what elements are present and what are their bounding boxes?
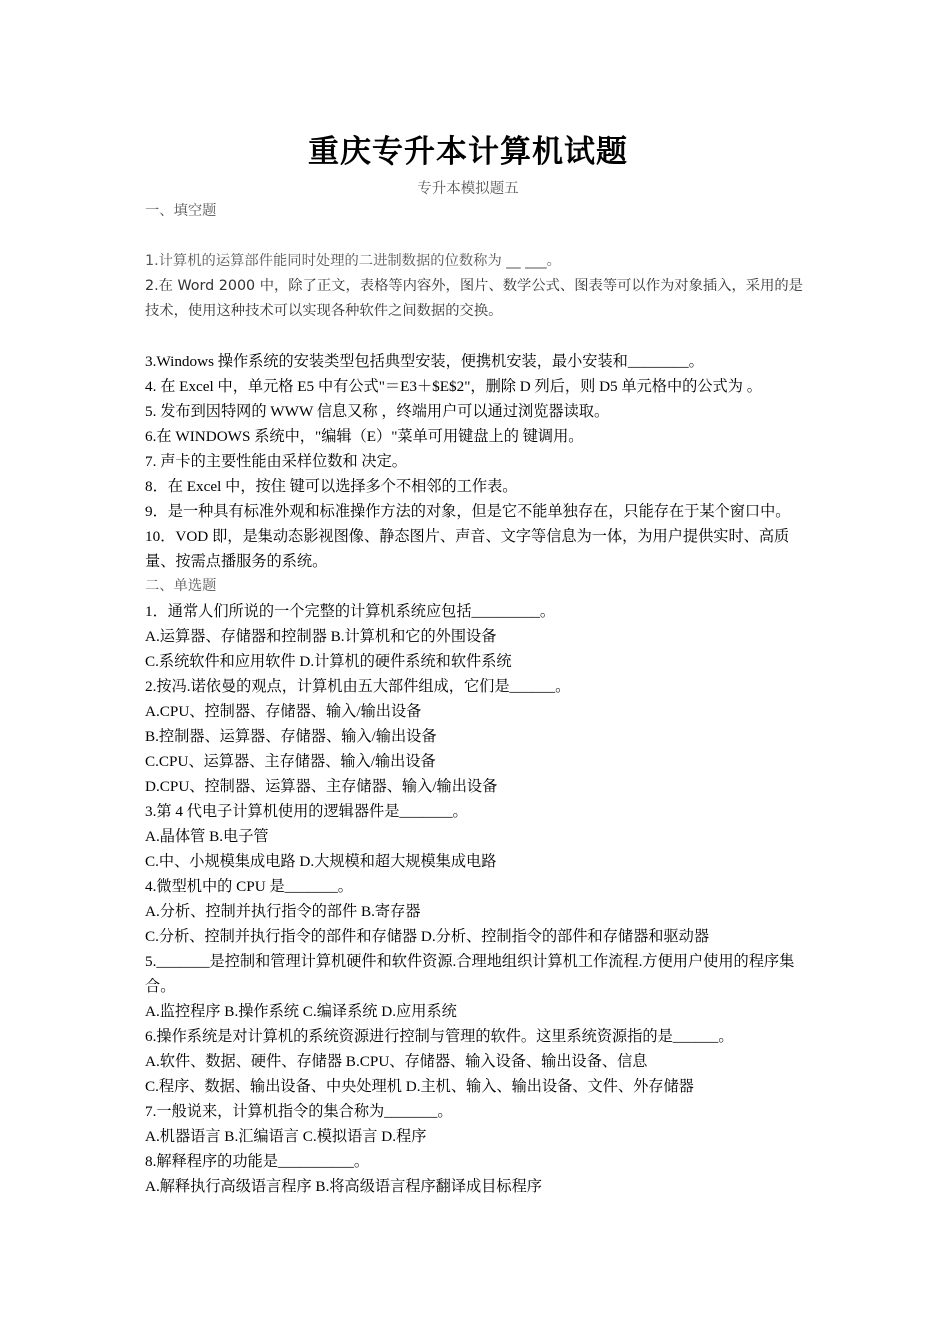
choice-line: 3.第 4 代电子计算机使用的逻辑器件是_______。	[145, 803, 468, 820]
choice-line: B.控制器、运算器、存储器、输入/输出设备	[145, 728, 437, 745]
choice-line: C.分析、控制并执行指令的部件和存储器 D.分析、控制指令的部件和存储器和驱动器	[145, 928, 710, 945]
choice-line: 7.一般说来，计算机指令的集合称为_______。	[145, 1103, 453, 1120]
choice-line: 5._______是控制和管理计算机硬件和软件资源.合理地组织计算机工作流程.方便用户使用的程序集合。	[145, 953, 795, 995]
document-body	[145, 199, 813, 1199]
section-heading-single-choice: 二、单选题	[145, 578, 217, 594]
choice-line: A.晶体管 B.电子管	[145, 828, 269, 845]
section-heading-fill-blank: 一、填空题	[145, 203, 217, 219]
choice-line: D.CPU、控制器、运算器、主存储器、输入/输出设备	[145, 778, 498, 795]
choice-line: 8.解释程序的功能是__________。	[145, 1153, 370, 1170]
choice-line: A.解释执行高级语言程序 B.将高级语言程序翻译成目标程序	[145, 1178, 542, 1195]
spacer	[145, 324, 813, 349]
choice-line: 1．通常人们所说的一个完整的计算机系统应包括_________。	[145, 603, 556, 620]
choice-line: A.CPU、控制器、存储器、输入/输出设备	[145, 703, 422, 720]
choice-line: 4.微型机中的 CPU 是_______。	[145, 878, 353, 895]
fill-blank-question-3: 3.Windows 操作系统的安装类型包括典型安装，便携机安装，最小安装和________。	[145, 353, 704, 370]
fill-blank-question-1: 1.计算机的运算部件能同时处理的二进制数据的位数称为 __ ___。	[145, 253, 561, 269]
choice-line: C.程序、数据、输出设备、中央处理机 D.主机、输入、输出设备、文件、外存储器	[145, 1078, 694, 1095]
choice-line: A.监控程序 B.操作系统 C.编译系统 D.应用系统	[145, 1003, 457, 1020]
choice-line: A.软件、数据、硬件、存储器 B.CPU、存储器、输入设备、输出设备、信息	[145, 1053, 648, 1070]
fill-blank-question-10: 10．VOD 即，是集动态影视图像、静态图片、声音、文字等信息为一体，为用户提供实时、高质量、按需点播服务的系统。	[145, 528, 790, 570]
choice-line: 6.操作系统是对计算机的系统资源进行控制与管理的软件。这里系统资源指的是______。	[145, 1028, 734, 1045]
fill-blank-question-7: 7. 声卡的主要性能由采样位数和 决定。	[145, 453, 407, 470]
fill-blank-question-8: 8．在 Excel 中，按住 键可以选择多个不相邻的工作表。	[145, 478, 518, 495]
fill-blank-question-5: 5. 发布到因特网的 WWW 信息又称 ，终端用户可以通过浏览器读取。	[145, 403, 610, 420]
choice-line: C.系统软件和应用软件 D.计算机的硬件系统和软件系统	[145, 653, 512, 670]
choice-line: 2.按冯.诺依曼的观点，计算机由五大部件组成，它们是______。	[145, 678, 571, 695]
page-title: 重庆专升本计算机试题	[308, 134, 628, 170]
fill-blank-question-9: 9．是一种具有标准外观和标准操作方法的对象，但是它不能单独存在，只能存在于某个窗口中。	[145, 503, 791, 520]
page-subtitle: 专升本模拟题五	[417, 181, 519, 197]
spacer	[145, 224, 813, 249]
choice-line: C.CPU、运算器、主存储器、输入/输出设备	[145, 753, 436, 770]
fill-blank-question-2: 2.在 Word 2000 中，除了正文，表格等内容外，图片、数学公式、图表等可以作为对象插入，采用的是 技术，使用这种技术可以实现各种软件之间数据的交换。	[145, 278, 803, 319]
choice-line: A.运算器、存储器和控制器 B.计算机和它的外围设备	[145, 628, 497, 645]
fill-blank-question-4: 4. 在 Excel 中，单元格 E5 中有公式"＝E3＋$E$2"，删除 D 列后，则 D5 单元格中的公式为 。	[145, 378, 762, 395]
choice-line: C.中、小规模集成电路 D.大规模和超大规模集成电路	[145, 853, 497, 870]
choice-line: A.分析、控制并执行指令的部件 B.寄存器	[145, 903, 421, 920]
choice-line: A.机器语言 B.汇编语言 C.模拟语言 D.程序	[145, 1128, 427, 1145]
fill-blank-question-6: 6.在 WINDOWS 系统中，"编辑（E）"菜单可用键盘上的 键调用。	[145, 428, 584, 445]
